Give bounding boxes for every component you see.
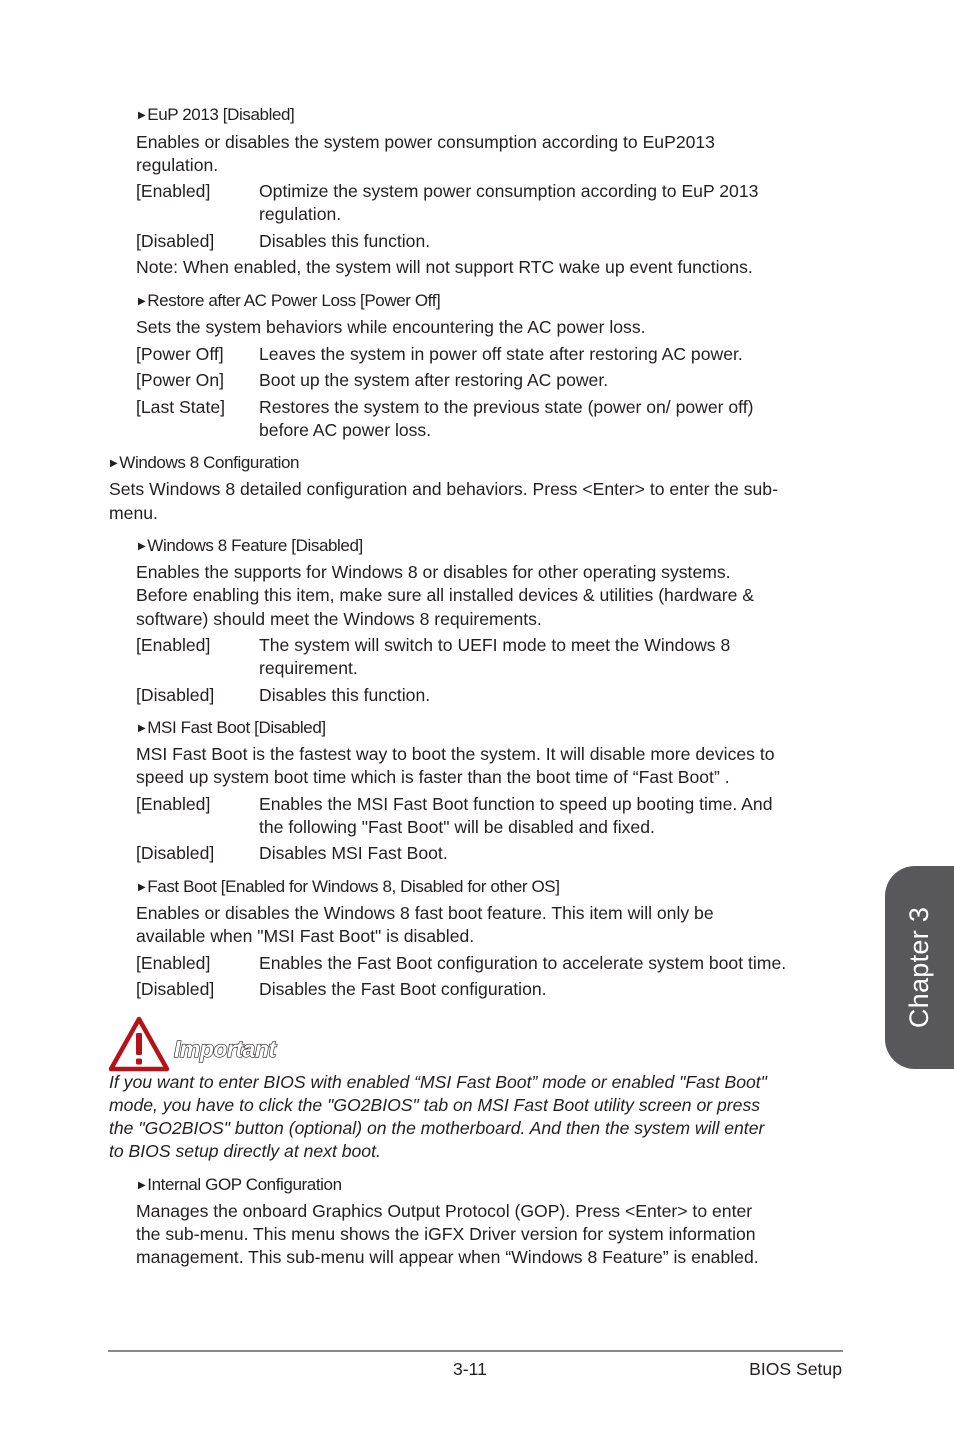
important-text-line-1: If you want to enter BIOS with enabled “MSI Fast Boot” mode or enabled "Fast Boot" — [109, 1072, 767, 1092]
important-text-line-2: mode, you have to click the "GO2BIOS" tab on MSI Fast Boot utility screen or press — [109, 1095, 761, 1115]
msifastboot-description-line-1: MSI Fast Boot is the fastest way to boot the system. It will disable more devices to — [136, 744, 775, 764]
win8feature-option-enabled-desc-1: The system will switch to UEFI mode to meet the Windows 8 — [259, 635, 731, 655]
heading-eup-2013: ▶ EuP 2013 [Disabled] — [138, 105, 295, 124]
warning-triangle-icon — [108, 1016, 170, 1072]
gop-description-line-1: Manages the onboard Graphics Output Protocol (GOP). Press <Enter> to enter — [136, 1201, 753, 1221]
win8feature-option-enabled-label: [Enabled] — [136, 635, 211, 655]
heading-internal-gop-configuration: ▶ Internal GOP Configuration — [138, 1175, 342, 1194]
msifastboot-option-enabled-label: [Enabled] — [136, 794, 211, 814]
triangle-right-icon: ▶ — [138, 110, 146, 121]
restore-description: Sets the system behaviors while encountering the AC power loss. — [136, 317, 646, 337]
footer-page-number: 3-11 — [453, 1359, 487, 1379]
win8feature-description-line-2: Before enabling this item, make sure all installed devices & utilities (hardware & — [136, 585, 755, 605]
gop-description-line-3: management. This sub-menu will appear when “Windows 8 Feature” is enabled. — [136, 1247, 759, 1267]
chapter-tab-label: Chapter 3 — [904, 906, 934, 1029]
win8feature-description-line-1: Enables the supports for Windows 8 or disables for other operating systems. — [136, 562, 731, 582]
important-title: Important — [174, 1036, 276, 1062]
triangle-right-icon: ▶ — [138, 541, 146, 552]
footer-section-title: BIOS Setup — [749, 1359, 842, 1379]
restore-option-power-on-desc: Boot up the system after restoring AC power. — [259, 370, 609, 390]
eup-description-line-2: regulation. — [136, 155, 219, 175]
heading-windows-8-feature: ▶ Windows 8 Feature [Disabled] — [138, 536, 363, 555]
triangle-right-icon: ▶ — [138, 1180, 146, 1191]
triangle-right-icon: ▶ — [138, 296, 146, 307]
restore-option-power-on-label: [Power On] — [136, 370, 225, 390]
heading-windows-8-configuration: ▶ Windows 8 Configuration — [110, 453, 300, 472]
win8config-description-line-1: Sets Windows 8 detailed configuration and behaviors. Press <Enter> to enter the sub- — [109, 479, 778, 499]
eup-option-enabled-desc-2: regulation. — [259, 204, 342, 224]
fastboot-option-enabled-desc: Enables the Fast Boot configuration to accelerate system boot time. — [259, 953, 787, 973]
heading-fast-boot: ▶ Fast Boot [Enabled for Windows 8, Disabled for other OS] — [138, 877, 560, 896]
fastboot-option-enabled-label: [Enabled] — [136, 953, 211, 973]
fastboot-option-disabled-label: [Disabled] — [136, 979, 215, 999]
eup-option-enabled-label: [Enabled] — [136, 181, 211, 201]
important-text-line-3: the "GO2BIOS" button (optional) on the motherboard. And then the system will enter — [109, 1118, 765, 1138]
restore-option-power-off-label: [Power Off] — [136, 344, 224, 364]
triangle-right-icon: ▶ — [110, 458, 118, 469]
restore-option-last-state-label: [Last State] — [136, 397, 225, 417]
win8feature-description-line-3: software) should meet the Windows 8 requirements. — [136, 609, 542, 629]
gop-description-line-2: the sub-menu. This menu shows the iGFX Driver version for system information — [136, 1224, 756, 1244]
restore-option-power-off-desc: Leaves the system in power off state after restoring AC power. — [259, 344, 743, 364]
heading-restore-ac-power-loss: ▶ Restore after AC Power Loss [Power Off] — [138, 291, 441, 310]
msifastboot-option-disabled-label: [Disabled] — [136, 843, 215, 863]
win8config-description-line-2: menu. — [109, 503, 158, 523]
heading-msi-fast-boot: ▶ MSI Fast Boot [Disabled] — [138, 718, 326, 737]
eup-option-disabled-label: [Disabled] — [136, 231, 215, 251]
fastboot-description-line-1: Enables or disables the Windows 8 fast boot feature. This item will only be — [136, 903, 714, 923]
important-text-line-4: to BIOS setup directly at next boot. — [109, 1141, 381, 1161]
triangle-right-icon: ▶ — [138, 882, 146, 893]
restore-option-last-state-desc-2: before AC power loss. — [259, 420, 432, 440]
eup-option-enabled-desc-1: Optimize the system power consumption according to EuP 2013 — [259, 181, 759, 201]
chapter-tab-label-wrap — [885, 866, 954, 1069]
restore-option-last-state-desc-1: Restores the system to the previous state (power on/ power off) — [259, 397, 754, 417]
eup-option-disabled-desc: Disables this function. — [259, 231, 431, 251]
msifastboot-option-enabled-desc-2: the following "Fast Boot" will be disabled and fixed. — [259, 817, 655, 837]
win8feature-option-disabled-desc: Disables this function. — [259, 685, 431, 705]
triangle-right-icon: ▶ — [138, 723, 146, 734]
footer-divider — [108, 1350, 843, 1352]
eup-description-line-1: Enables or disables the system power consumption according to EuP2013 — [136, 132, 715, 152]
win8feature-option-disabled-label: [Disabled] — [136, 685, 215, 705]
eup-note: Note: When enabled, the system will not support RTC wake up event functions. — [136, 257, 753, 277]
win8feature-option-enabled-desc-2: requirement. — [259, 658, 358, 678]
msifastboot-option-disabled-desc: Disables MSI Fast Boot. — [259, 843, 448, 863]
fastboot-option-disabled-desc: Disables the Fast Boot configuration. — [259, 979, 547, 999]
msifastboot-description-line-2: speed up system boot time which is faster than the boot time of “Fast Boot” . — [136, 767, 730, 787]
msifastboot-option-enabled-desc-1: Enables the MSI Fast Boot function to speed up booting time. And — [259, 794, 773, 814]
fastboot-description-line-2: available when "MSI Fast Boot" is disabled. — [136, 926, 475, 946]
